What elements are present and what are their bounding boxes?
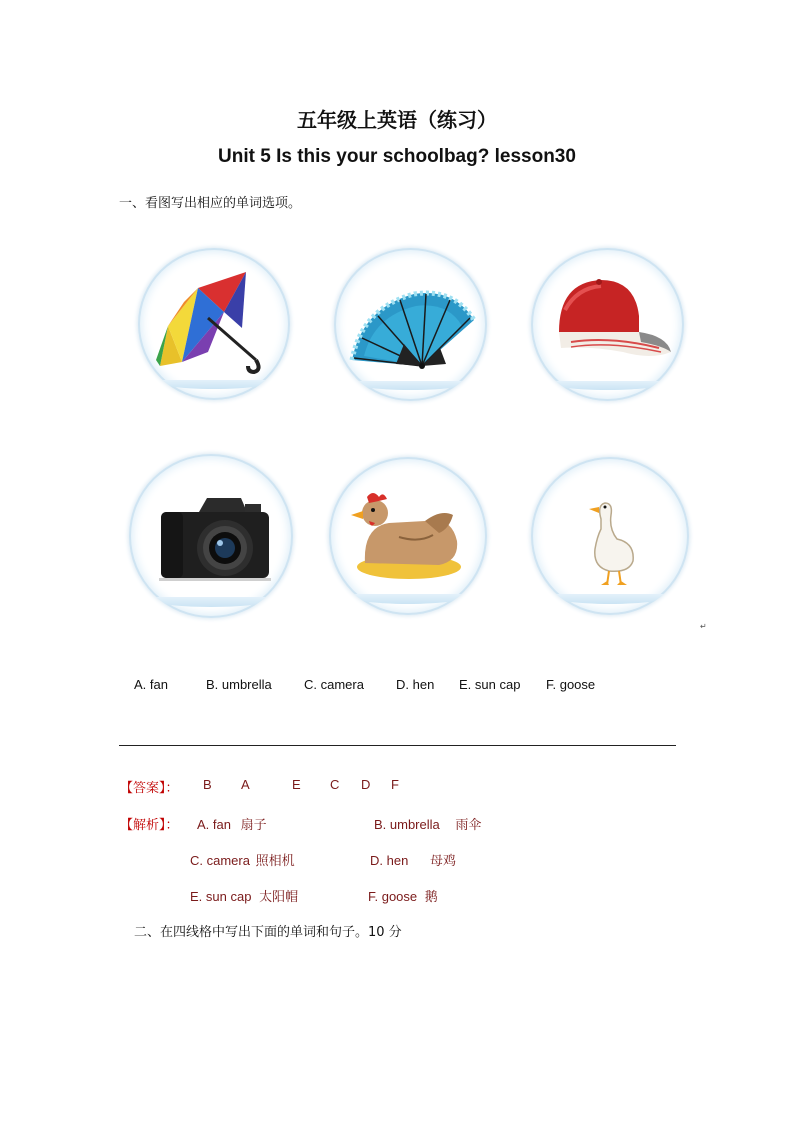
analysis-item (197, 814, 267, 833)
analysis-label: 【解析】： (120, 817, 179, 832)
analysis-zh: 母鸡 (429, 853, 456, 868)
analysis-item (368, 886, 438, 905)
answer-value: A (241, 777, 250, 792)
option-b: B. umbrella (206, 677, 272, 692)
camera-icon (129, 454, 293, 618)
picture-goose (531, 457, 689, 615)
answer-value: E (292, 777, 301, 792)
answer-value: D (361, 777, 371, 792)
answer-label: 【答案】： (120, 780, 179, 795)
page-title: 五年级上英语（练习） (297, 108, 497, 132)
option-e: E. sun cap (459, 677, 521, 692)
option-d: D. hen (396, 677, 435, 692)
analysis-zh: 雨伞 (455, 817, 482, 832)
picture-hen (329, 457, 487, 615)
analysis-item (374, 814, 481, 833)
analysis-zh: 鹅 (424, 889, 438, 904)
divider-line (119, 745, 676, 746)
picture-fan (334, 248, 487, 401)
picture-camera (129, 454, 293, 618)
tiny-mark: ↵ (700, 622, 707, 631)
hen-icon (329, 457, 487, 615)
fan-icon (334, 248, 487, 401)
analysis-item (190, 886, 298, 905)
page-subtitle: Unit 5 Is this your schoolbag? lesson30 (218, 146, 576, 167)
answer-value: C (330, 777, 340, 792)
analysis-en: A. fan (197, 817, 231, 832)
analysis-en: C. camera (190, 853, 250, 868)
analysis-en: D. hen (370, 853, 409, 868)
analysis-zh: 照相机 (255, 853, 295, 868)
option-a: A. fan (134, 677, 168, 692)
analysis-item (190, 850, 295, 869)
picture-sun-cap (531, 248, 684, 401)
analysis-zh: 太阳帽 (259, 889, 299, 904)
goose-icon (531, 457, 689, 615)
answer-value: F (391, 777, 399, 792)
answer-value: B (203, 777, 212, 792)
sun-cap-icon (531, 248, 684, 401)
picture-umbrella (138, 248, 290, 400)
analysis-en: B. umbrella (374, 817, 440, 832)
analysis-en: E. sun cap (190, 889, 252, 904)
umbrella-icon (138, 248, 290, 400)
section2-instruction: 二、在四线格中写出下面的单词和句子。10 分 (134, 925, 402, 940)
option-c: C. camera (304, 677, 364, 692)
option-f: F. goose (546, 677, 596, 692)
analysis-en: F. goose (368, 889, 418, 904)
analysis-zh: 扇子 (240, 817, 267, 832)
analysis-item (370, 850, 456, 869)
section1-instruction: 一、看图写出相应的单词选项。 (119, 196, 302, 211)
